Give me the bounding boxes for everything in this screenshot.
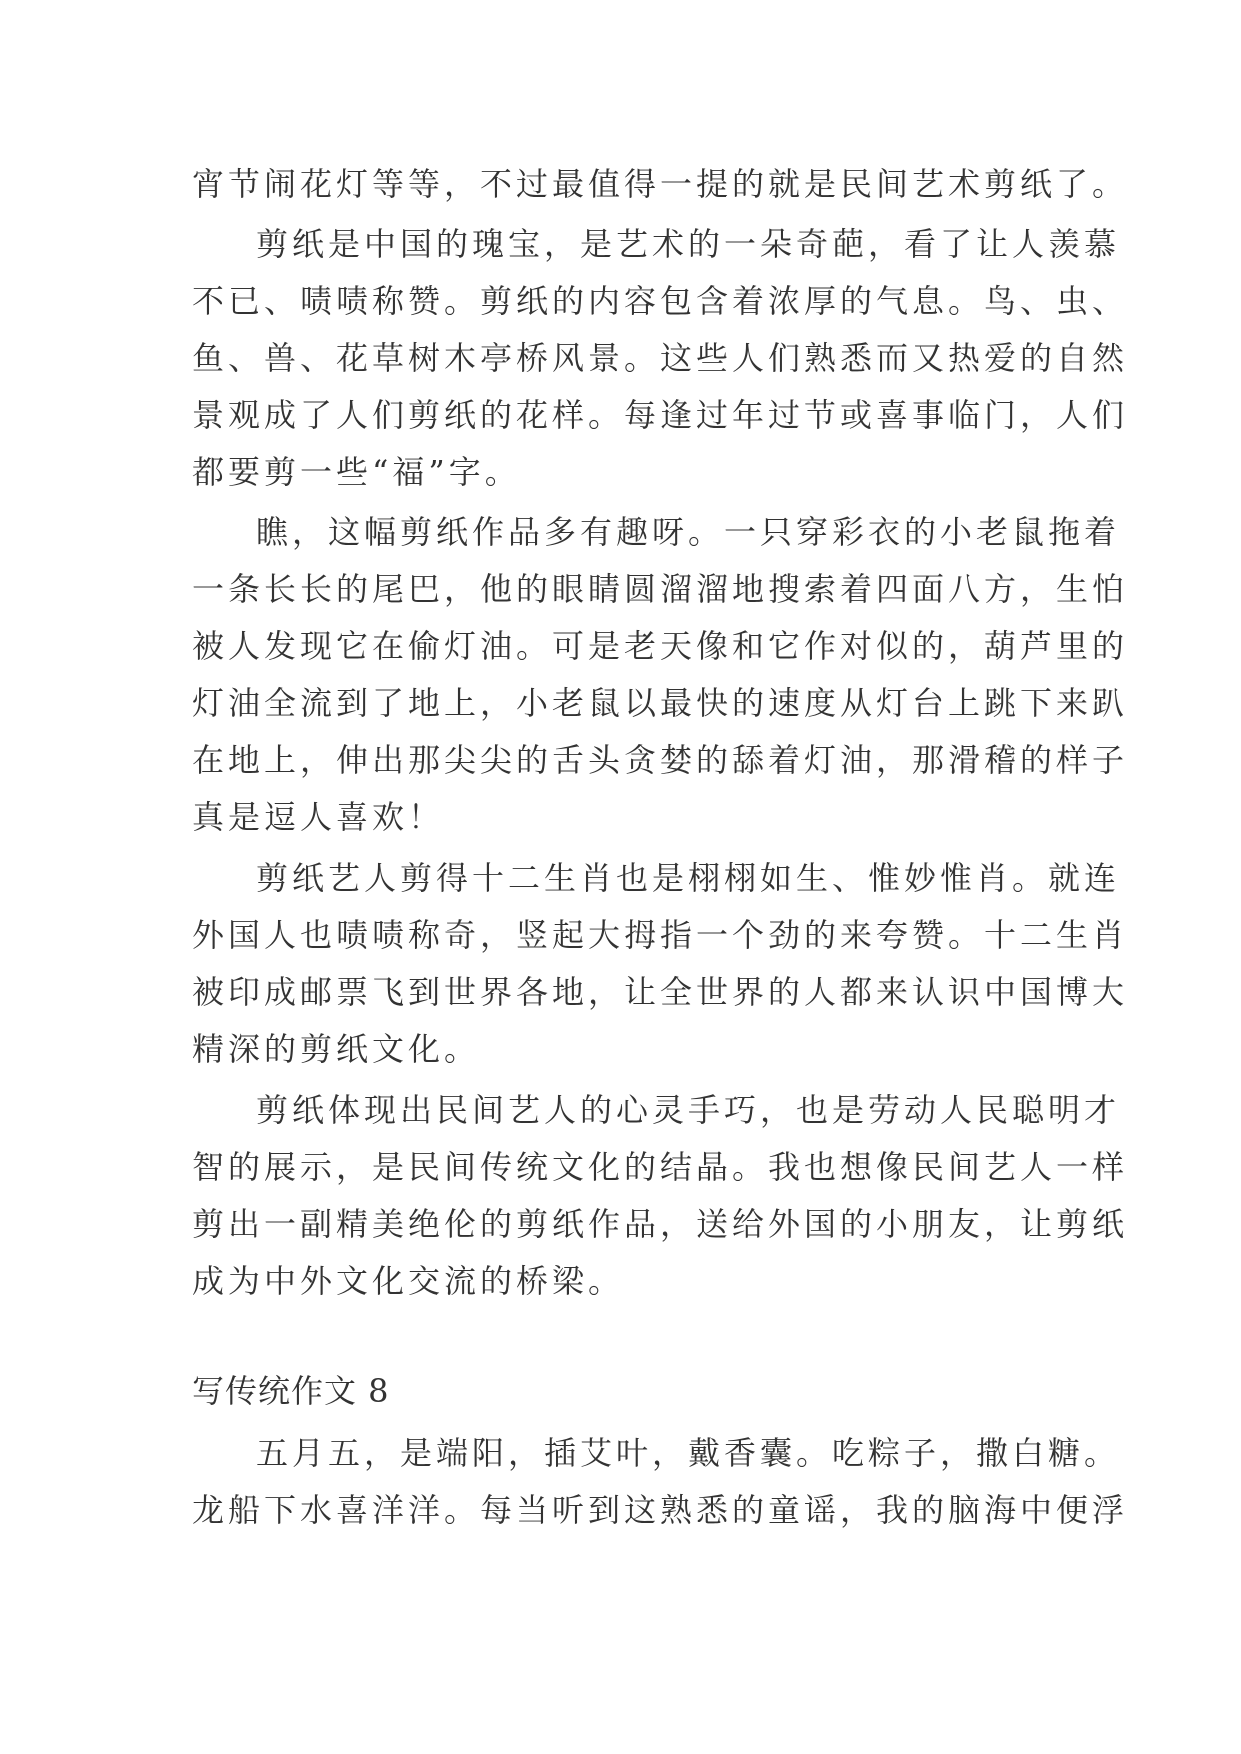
text-line: 都要剪一些“福”字。 <box>192 453 521 491</box>
text-line: 景观成了人们剪纸的花样。每逢过年过节或喜事临门，人们 <box>192 396 1129 434</box>
text-line: 被印成邮票飞到世界各地，让全世界的人都来认识中国博大 <box>192 973 1129 1011</box>
text-line: 宵节闹花灯等等，不过最值得一提的就是民间艺术剪纸了。 <box>192 165 1129 203</box>
text-line: 成为中外文化交流的桥梁。 <box>192 1262 625 1300</box>
text-line: 鱼、兽、花草树木亭桥风景。这些人们熟悉而又热爱的自然 <box>192 339 1129 377</box>
paragraph-first-line: 五月五，是端阳，插艾叶，戴香囊。吃粽子，撒白糖。 <box>256 1434 1121 1472</box>
text-line: 一条长长的尾巴，他的眼睛圆溜溜地搜索着四面八方，生怕 <box>192 570 1129 608</box>
text-line: 灯油全流到了地上，小老鼠以最快的速度从灯台上跳下来趴 <box>192 684 1129 722</box>
section-heading: 写传统作文 8 <box>192 1372 390 1410</box>
text-line: 精深的剪纸文化。 <box>192 1030 481 1068</box>
text-line: 龙船下水喜洋洋。每当听到这熟悉的童谣，我的脑海中便浮 <box>192 1491 1129 1529</box>
text-line: 在地上，伸出那尖尖的舌头贪婪的舔着灯油，那滑稽的样子 <box>192 741 1129 779</box>
text-line: 被人发现它在偷灯油。可是老天像和它作对似的，葫芦里的 <box>192 627 1129 665</box>
text-line: 外国人也啧啧称奇，竖起大拇指一个劲的来夸赞。十二生肖 <box>192 916 1129 954</box>
text-line: 剪出一副精美绝伦的剪纸作品，送给外国的小朋友，让剪纸 <box>192 1205 1129 1243</box>
text-line: 不已、啧啧称赞。剪纸的内容包含着浓厚的气息。鸟、虫、 <box>192 282 1129 320</box>
text-line: 真是逗人喜欢！ <box>192 798 445 836</box>
paragraph-first-line: 瞧，这幅剪纸作品多有趣呀。一只穿彩衣的小老鼠拖着 <box>256 513 1121 551</box>
paragraph-first-line: 剪纸艺人剪得十二生肖也是栩栩如生、惟妙惟肖。就连 <box>256 859 1121 897</box>
paragraph-first-line: 剪纸体现出民间艺人的心灵手巧，也是劳动人民聪明才 <box>256 1091 1121 1129</box>
paragraph-first-line: 剪纸是中国的瑰宝，是艺术的一朵奇葩，看了让人羡慕 <box>256 225 1121 263</box>
text-line: 智的展示，是民间传统文化的结晶。我也想像民间艺人一样 <box>192 1148 1129 1186</box>
